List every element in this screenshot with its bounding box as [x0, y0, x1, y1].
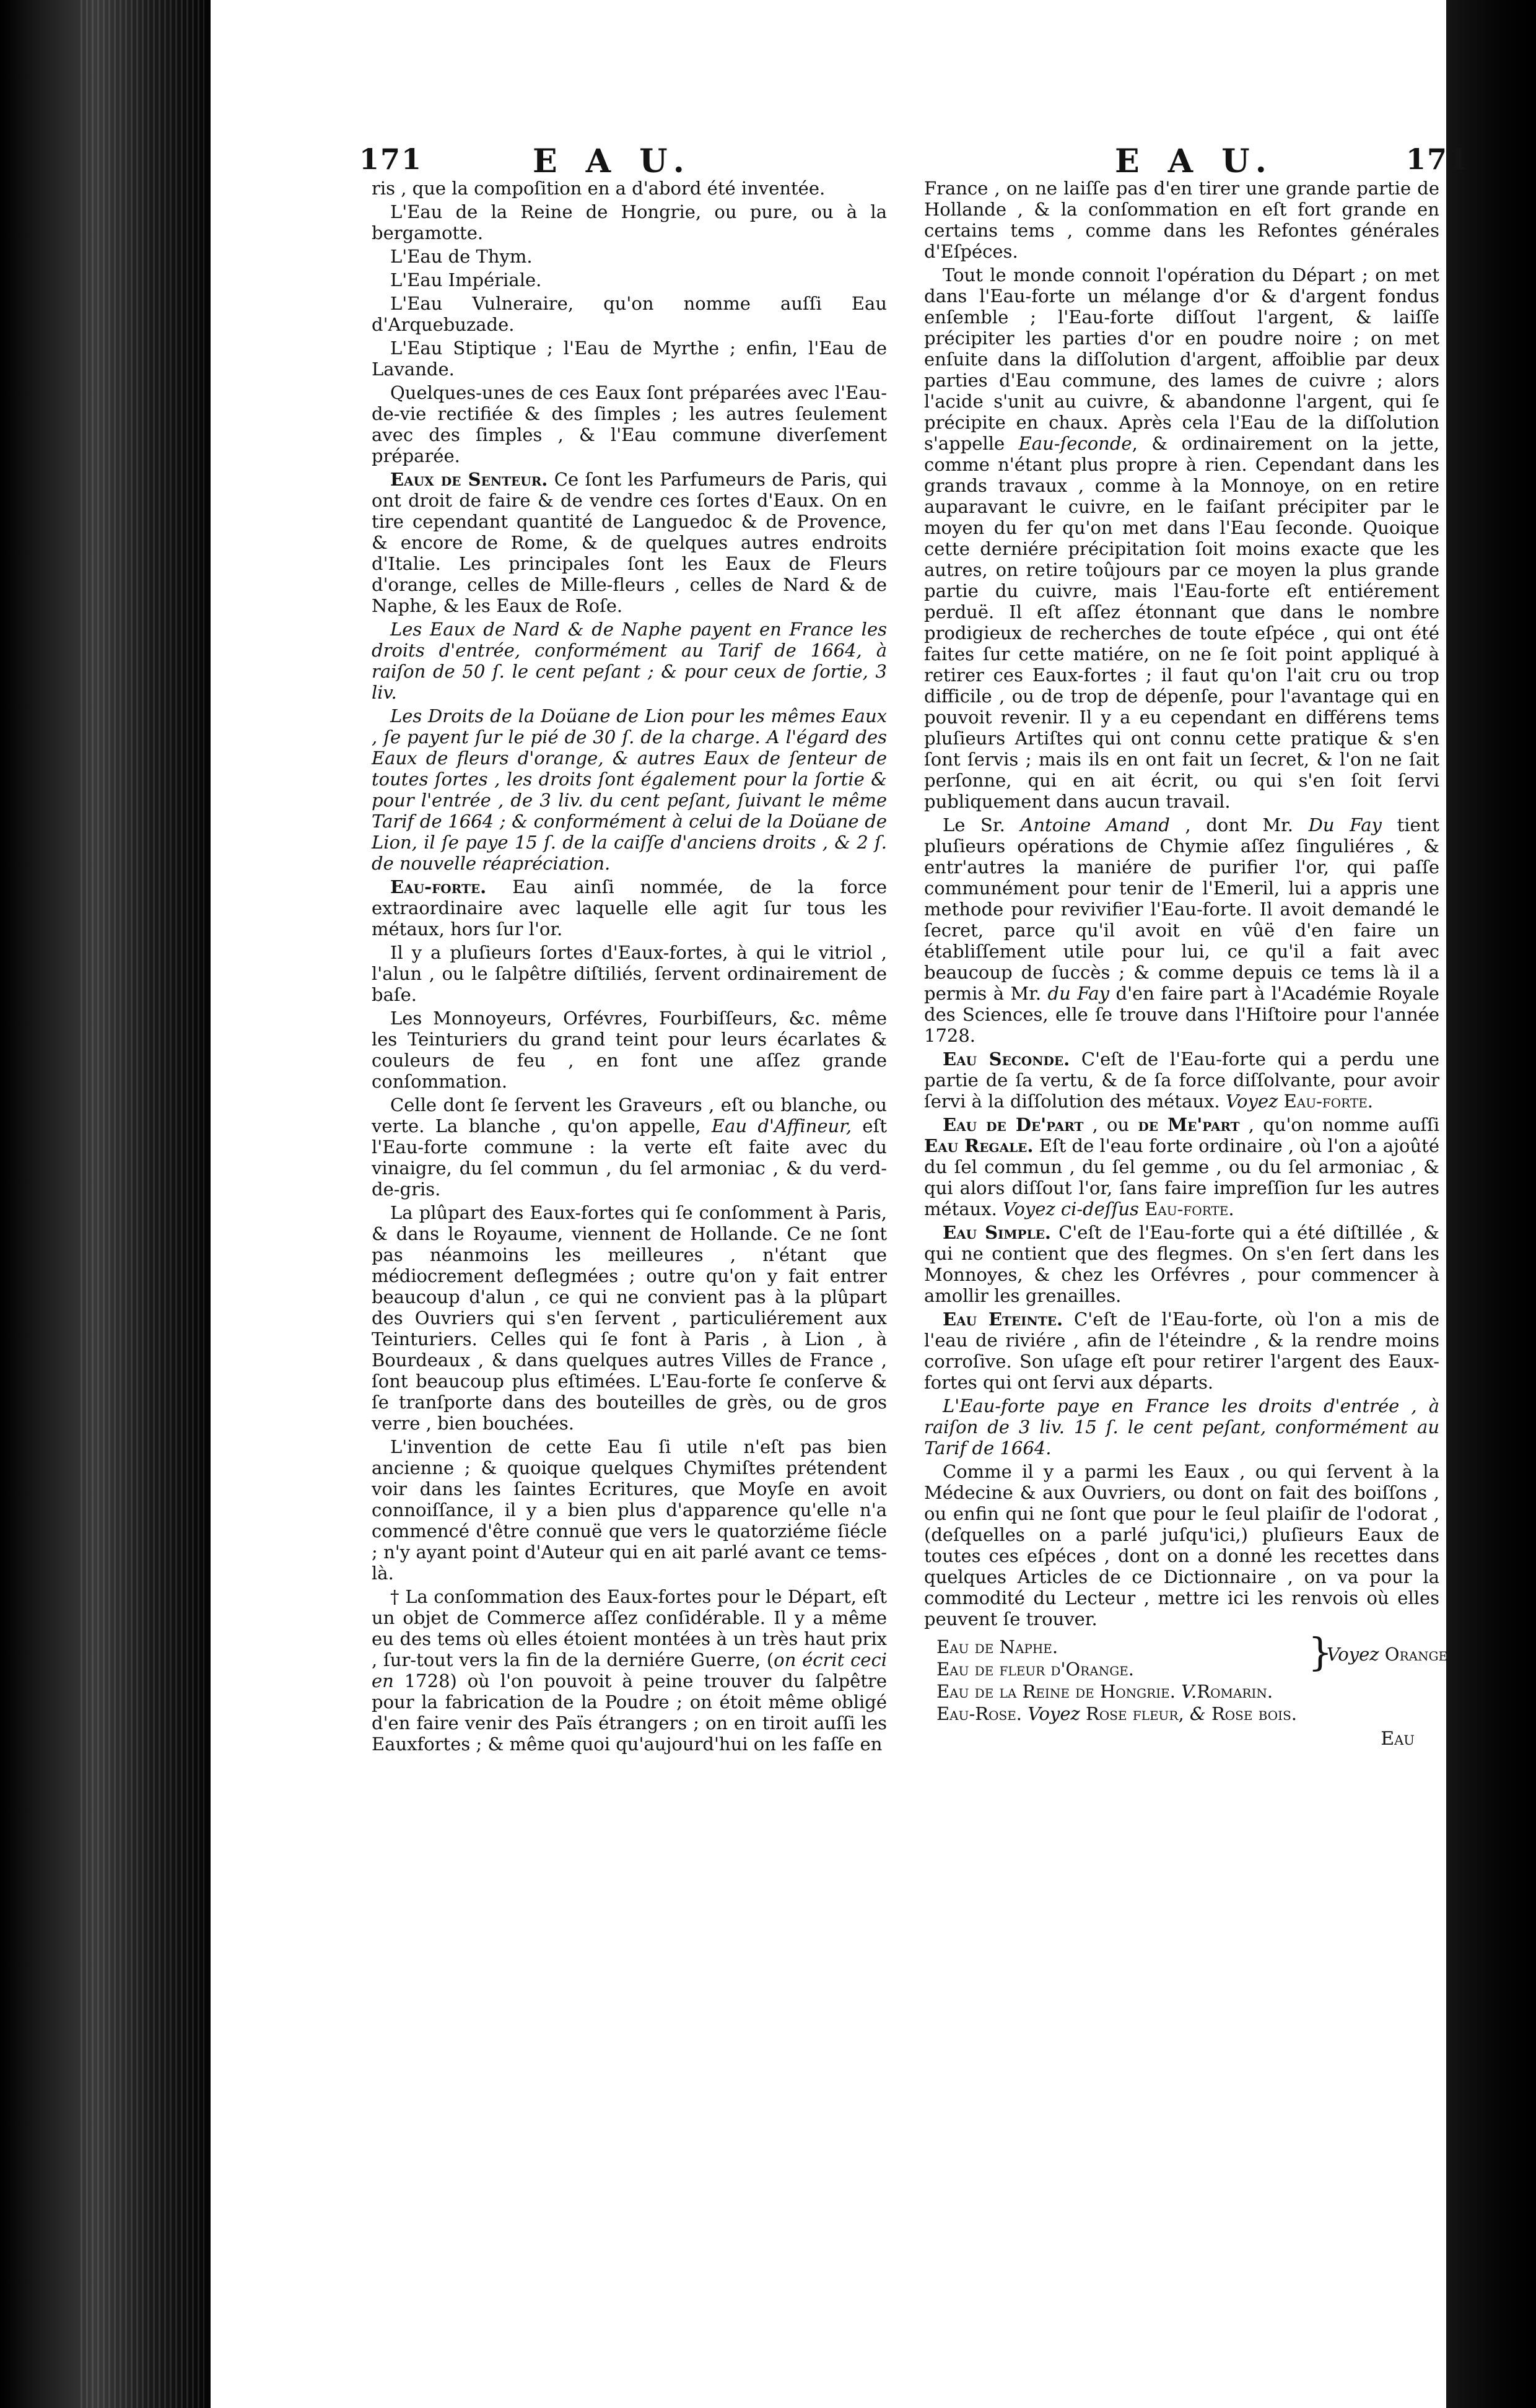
cross-ref-term: Eau de fleur d'Orange. — [936, 1659, 1135, 1680]
cross-ref-voyez: Voyez — [1225, 1091, 1278, 1112]
cross-ref-target: Rose fleur, — [1080, 1703, 1190, 1724]
italic-run: Eau-ſeconde — [1018, 433, 1132, 454]
catchword-row — [924, 1725, 1439, 1750]
cross-reference-item — [936, 1680, 1439, 1703]
cross-ref-target: Eau-forte. — [1138, 1198, 1234, 1219]
entry-text: Eſt de l'eau forte ordinaire , où l'on a ajoûté du ſel commun , du ſel gemme , ou du ſel armoniac , & qui alors diſſout l'or, ſans faire impreſſion ſur les autres métaux. — [924, 1135, 1439, 1219]
cross-ref-term: Eau de Naphe. — [936, 1636, 1058, 1657]
cross-ref-target: Romarin. — [1197, 1681, 1273, 1702]
paragraph — [924, 814, 1439, 1046]
paragraph — [924, 264, 1439, 812]
paragraph: Les Monnoyeurs, Orfévres, Fourbiſſeurs, &c. même les Teinturiers du grand teint pour leurs écarlates & couleurs de feu , en font une aſſez grande conſommation. — [372, 1008, 887, 1092]
entry-heading: Eaux de Senteur. — [390, 469, 548, 490]
italic-run: Antoine Amand — [1020, 814, 1170, 835]
text-run: , qu'on nomme auſſi — [1239, 1114, 1440, 1135]
text-run: , ou — [1083, 1114, 1138, 1135]
cross-reference-list — [936, 1629, 1454, 1725]
paragraph: La plûpart des Eaux-fortes qui ſe conſomment à Paris, & dans le Royaume, viennent de Hollande. Ce ne ſont pas néanmoins les meilleures , n'étant que médiocrement deſlegmées ; outre qu'on y fait entrer beaucoup d'alun , ce qui ne convient pas à la plûpart des Ouvriers qui s'en ſervent , particuliérement aux Teinturiers. Celles qui ſe font à Paris , à Lion , à Bourdeaux , & dans quelques autres Villes de France , ſont beaucoup plus eſtimées. L'Eau-forte ſe conſerve & ſe tranſporte dans des bouteilles de grès, ou de gros verre , bien bouchées. — [372, 1202, 887, 1434]
text-run: Tout le monde connoit l'opération du Départ ; on met dans l'Eau-forte un mélange d'or & d'argent fondus enſemble ; l'Eau-forte diſſout l'argent, & laiſſe précipiter les parties d'or en poudre noire ; on met enſuite dans la diſſolution d'argent, affoiblie par deux parties d'Eau commune, des lames de cuivre ; alors l'acide s'unit au cuivre, & abandonne l'argent, qui ſe précipite en chaux. Après cela l'Eau de la diſſolution s'appelle — [924, 264, 1439, 454]
entry-heading: Eau Seconde. — [943, 1049, 1070, 1070]
headword-right: E A U. — [1115, 142, 1275, 180]
page-number-left: 171 — [359, 142, 423, 176]
right-column — [924, 178, 1454, 1750]
entry-heading: Eau Regale. — [924, 1135, 1034, 1156]
italic-run: on écrit ceci en — [372, 1649, 887, 1691]
paragraph: L'Eau Stiptique ; l'Eau de Myrthe ; enfin, l'Eau de Lavande. — [372, 338, 887, 380]
catchword: Eau — [1381, 1728, 1415, 1750]
entry-eau-forte — [372, 876, 887, 940]
cross-reference-item — [936, 1703, 1439, 1725]
page-edge-shadow — [1446, 0, 1536, 2408]
left-column — [372, 178, 887, 1757]
entry-heading: Eau-forte. — [390, 876, 487, 897]
brace-glyph: } — [1308, 1629, 1333, 1675]
paragraph: Comme il y a parmi les Eaux , ou qui ſervent à la Médecine & aux Ouvriers, ou dont on fait des boiſſons , ou enfin qui ne ſont que pour le ſeul plaiſir de l'odorat , (deſquelles on a parlé juſqu'ici,) pluſieurs Eaux de toutes ces eſpéces , dont on a donné les recettes dans quelques Articles de ce Dictionnaire , on va pour la commodité du Lecteur , mettre ici les renvois où elles peuvent ſe trouver. — [924, 1461, 1439, 1629]
entry-text: Ce ſont les Parfumeurs de Paris, qui ont droit de faire & de vendre ces ſortes d'Eaux. On en tire cependant quantité de Languedoc & de Provence, & encore de Rome, & de quelques autres endroits d'Italie. Les principales ſont les Eaux de Fleurs d'orange, celles de Mille-fleurs , celles de Nard & de Naphe, & les Eaux de Roſe. — [372, 469, 888, 616]
entry-eau-eteinte — [924, 1309, 1439, 1393]
text-run: Le Sr. — [943, 814, 1021, 835]
entry-heading: Eau Simple. — [943, 1222, 1051, 1243]
paragraph: Quelques-unes de ces Eaux ſont préparées avec l'Eau-de-vie rectifiée & des ſimples ; les autres ſeulement avec des ſimples , & l'Eau commune diverſement préparée. — [372, 382, 887, 466]
cross-ref-target: Orange. — [1379, 1644, 1454, 1665]
cross-ref-voyez: Voyez — [1327, 1644, 1379, 1665]
paragraph: L'Eau Impériale. — [390, 269, 542, 290]
tariff-note: L'Eau-forte paye en France les droits d'entrée , à raiſon de 3 liv. 15 ſ. le cent peſant, conformément au Tarif de 1664. — [924, 1395, 1439, 1459]
italic-run: Eau d'Affineur, — [711, 1115, 852, 1136]
entry-heading: de Me'part — [1138, 1114, 1240, 1135]
tariff-note: Les Eaux de Nard & de Naphe payent en France les droits d'entrée, conformément au Tarif de 1664, à raiſon de 50 ſ. le cent peſant ; & pour ceux de ſortie, 3 liv. — [372, 619, 887, 703]
page-number-right: 171 — [1406, 142, 1470, 176]
paragraph: Il y a pluſieurs ſortes d'Eaux-fortes, à qui le vitriol , l'alun , ou le ſalpêtre diſtiliés, ſervent ordinairement de baſe. — [372, 942, 887, 1005]
text-run: , dont Mr. — [1169, 814, 1309, 835]
text-run: † La conſommation des Eaux-fortes pour le Départ, eſt un objet de Commerce aſſez conſidérable. Il y a même eu des tems où elles étoient montées à un très haut prix , ſur-tout vers la fin de la derniére Guerre, ( — [372, 1586, 887, 1670]
text-run: Celle dont ſe ſervent les Graveurs , eſt ou blanche, ou verte. La blanche , qu'on appelle, — [372, 1094, 887, 1136]
ampersand: & — [1189, 1703, 1206, 1724]
entry-heading: Eau de De'part — [943, 1114, 1084, 1135]
cross-ref-term: Eau-Rose. — [936, 1703, 1028, 1724]
paragraph: France , on ne laiſſe pas d'en tirer une grande partie de Hollande , & la conſommation en eſt fort grande en certains tems , comme dans les Refontes générales d'Eſpéces. — [924, 178, 1439, 262]
tariff-note: Les Droits de la Doüane de Lion pour les mêmes Eaux , ſe payent ſur le pié de 30 ſ. de la charge. A l'égard des Eaux de fleurs d'orange, & autres Eaux de ſenteur de toutes ſortes , les droits ſont également pour la ſortie & pour l'entrée , de 3 liv. du cent peſant, ſuivant le même Tarif de 1664 ; & conformément à celui de la Doüane de Lion, il ſe paye 15 ſ. de la caiſſe d'anciens droits , & 2 ſ. de nouvelle réapréciation. — [372, 705, 887, 874]
entry-text: Eau ainſi nommée, de la force extraordinaire avec laquelle elle agit ſur tous les métaux, hors ſur l'or. — [372, 876, 887, 940]
italic-run: du Fay — [1047, 983, 1110, 1004]
paragraph: ris , que la compoſition en a d'abord été inventée. — [372, 178, 826, 199]
paragraph: L'Eau Vulneraire, qu'on nomme auſſi Eau d'Arquebuzade. — [372, 293, 887, 335]
cross-ref-voyez: V. — [1181, 1681, 1197, 1702]
entry-text: C'eſt de l'Eau-forte qui a perdu une partie de ſa vertu, & de ſa force diſſolvante, pour avoir ſervi à la diſſolution des métaux. — [924, 1049, 1440, 1112]
paragraph: L'Eau de la Reine de Hongrie, ou pure, ou à la bergamotte. — [372, 201, 887, 243]
text-run: 1728) où l'on pouvoit à peine trouver du ſalpêtre pour la fabrication de la Poudre ; on étoit même obligé d'en faire venir des Païs étrangers ; on en tiroit auſſi les Eauxfortes ; & même quoi qu'aujourd'hui on les faſſe en — [372, 1670, 887, 1755]
italic-run: Du Fay — [1308, 814, 1382, 835]
cross-ref-voyez: Voyez ci-deſſus — [1003, 1198, 1139, 1219]
paragraph — [372, 1094, 887, 1200]
text-run: tient pluſieurs opérations de Chymie aſſez ſinguliéres , & entr'autres la maniére de purifier l'or, qui paſſe communément pour tenir de l'Emeril, lui a appris une methode pour revivifier l'Eau-forte. Il avoit demandé le ſecret, parce qu'il avoit en vûë d'en faire un établiſſement utile pour lui, ce qu'il a fait avec beaucoup de ſuccès ; & comme depuis ce tems là il a permis à Mr. — [924, 814, 1439, 1004]
paragraph: L'Eau de Thym. — [390, 246, 533, 267]
cross-ref-target: Rose bois. — [1205, 1703, 1297, 1724]
text-run: eſt l'Eau-forte commune : la verte eſt faite avec du vinaigre, du ſel commun , du ſel armoniac , & du verd-de-gris. — [372, 1115, 887, 1200]
cross-ref-term: Eau de la Reine de Hongrie. — [936, 1681, 1182, 1702]
entry-eau-seconde — [924, 1049, 1439, 1112]
entry-heading: Eau Eteinte. — [943, 1309, 1063, 1330]
headword-left: E A U. — [533, 142, 693, 180]
entry-eau-simple — [924, 1222, 1439, 1306]
entry-text: C'eſt de l'Eau-forte qui a été diſtillée , & qui ne contient que des flegmes. On s'en ſert dans les Monnoyes, & chez les Orfévres , pour commencer à amollir les grenailles. — [924, 1222, 1439, 1306]
entry-eau-de-depart — [924, 1114, 1439, 1219]
book-page — [211, 15, 1470, 2393]
entry-eaux-de-senteur — [372, 469, 887, 616]
paragraph: L'invention de cette Eau ſi utile n'eſt pas bien ancienne ; & quoique quelques Chymiſtes prétendent voir dans les ſaintes Ecritures, que Moyſe en avoit connoiſſance, il y a bien plus d'apparence qu'elle n'a commencé d'être connuë que vers le quatorziéme ſiécle ; n'y ayant point d'Auteur qui en ait parlé avant ce tems-là. — [372, 1436, 887, 1584]
text-run: , & ordinairement on la jette, comme n'étant plus propre à rien. Cependant dans les grands travaux , comme à la Monnoye, on en retire auparavant le cuivre, en le faiſant précipiter par le moyen du fer qu'on met dans l'Eau ſeconde. Quoique cette derniére précipitation ſoit moins exacte que les autres, on retire toûjours par ce moyen la plus grande partie du cuivre, mais l'Eau-forte eſt entiérement perduë. Il eſt aſſez étonnant que dans le nombre prodigieux de recherches de toute eſpéce , qui ont été faites ſur cette matiére, on ne ſe ſoit point appliqué à retirer ces Eaux-fortes ; il faut qu'on l'ait cru ou trop difficile , ou de trop de dépenſe, pour l'avantage qui en pouvoit revenir. Il y a eu cependant en différens tems pluſieurs Artiſtes qui ont connu cette pratique & s'en ſont ſervis ; mais ils en ont fait un ſecret, & l'on ne ſait perſonne, qui en ait écrit, ou qui s'en ſoit ſervi publiquement dans aucun travail. — [924, 433, 1439, 812]
cross-reference-item — [936, 1658, 1439, 1680]
paragraph — [372, 1586, 887, 1755]
cross-ref-voyez: Voyez — [1028, 1703, 1080, 1724]
cross-ref-target: Eau-forte. — [1278, 1091, 1374, 1112]
entry-text: C'eſt de l'Eau-forte, où l'on a mis de l'eau de riviére , afin de l'éteindre , & la rendre moins corroſive. Son uſage eſt pour retirer l'argent des Eaux-fortes qui ont ſervi aux départs. — [924, 1309, 1439, 1393]
text-run: d'en faire part à l'Académie Royale des Sciences, elle ſe trouve dans l'Hiſtoire pour l'année 1728. — [924, 983, 1439, 1046]
spine-texture — [81, 0, 204, 2408]
